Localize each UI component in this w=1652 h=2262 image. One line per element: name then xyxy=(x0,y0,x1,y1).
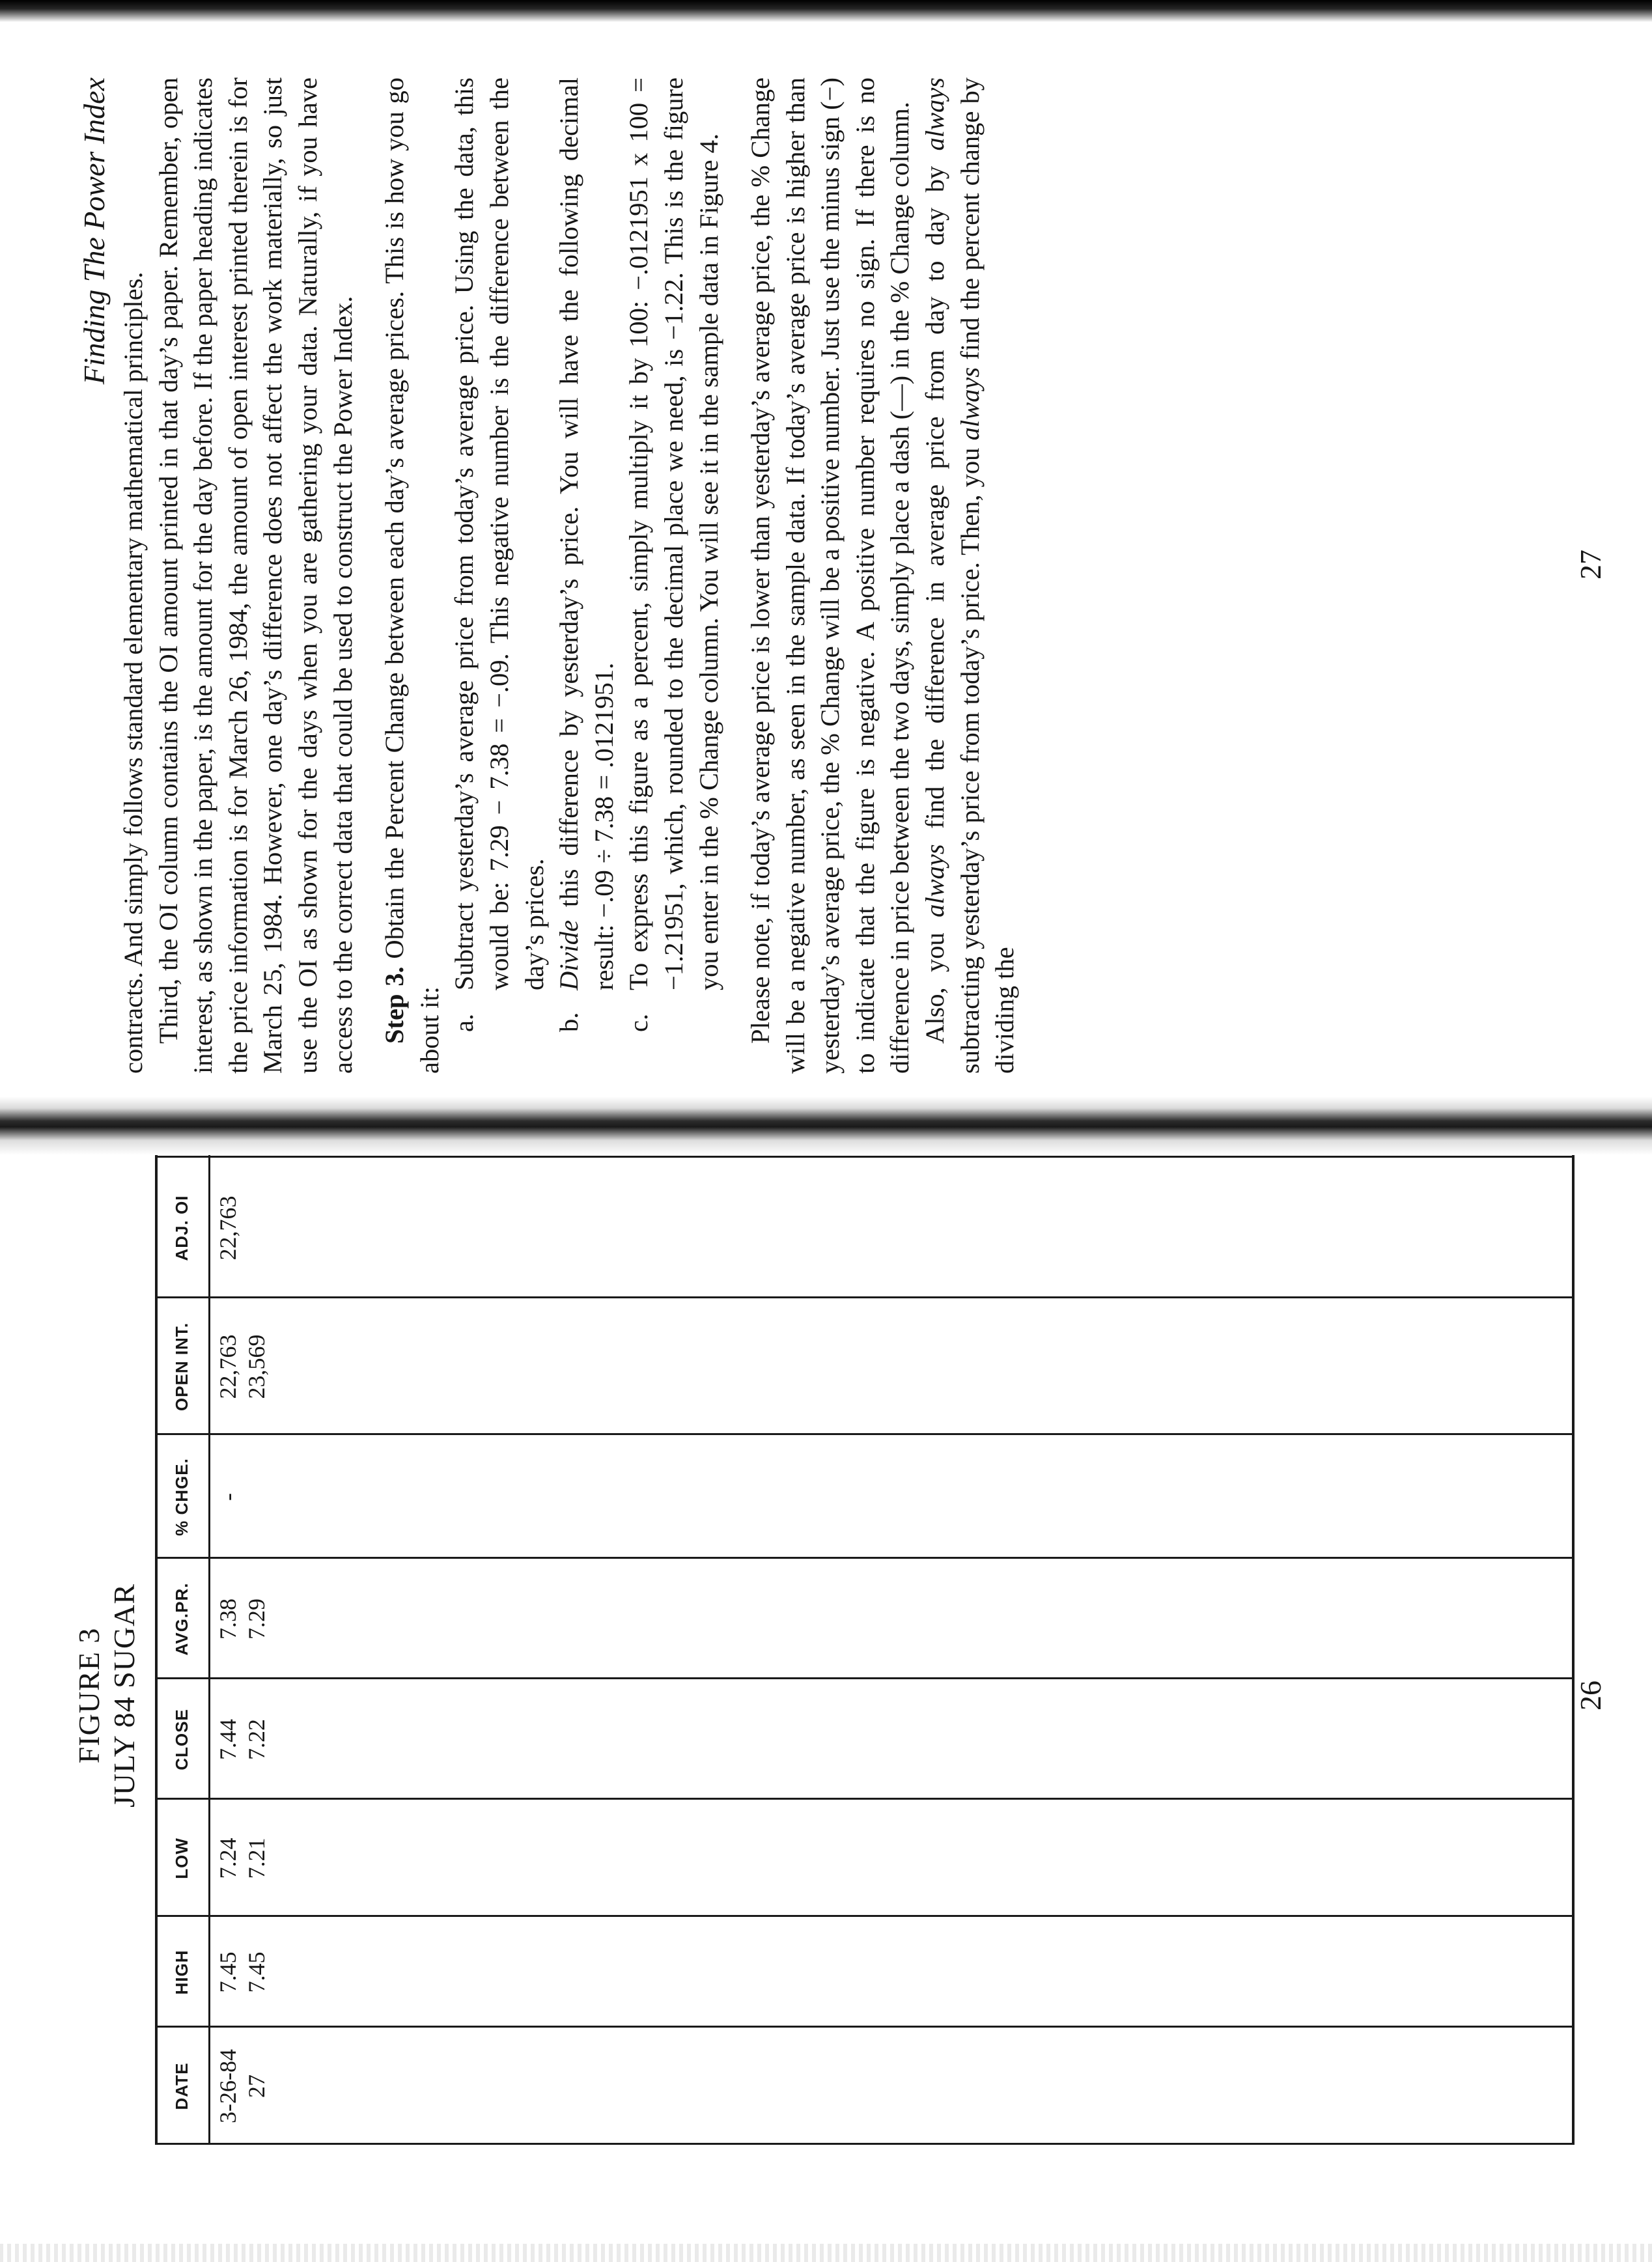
text-run: Also, you xyxy=(920,932,950,1044)
table-cell-avg-price: 7.29 xyxy=(244,1599,270,1640)
running-head: Finding The Power Index xyxy=(77,77,111,385)
paragraph xyxy=(917,77,1022,1074)
paragraph-gap xyxy=(726,77,743,1074)
table-col-rule xyxy=(155,1915,1575,1917)
scan-edge-artifact xyxy=(0,0,1652,22)
text-emphasis: always xyxy=(955,367,985,441)
list-marker: c. xyxy=(624,1013,654,1032)
column-header-high: HIGH xyxy=(171,1949,191,1995)
table-cell-pct-change: - xyxy=(215,1493,241,1501)
figure-title: JULY 84 SUGAR xyxy=(107,1583,141,1808)
column-header-low: LOW xyxy=(171,1837,191,1879)
table-cell-open-interest: 22,763 xyxy=(215,1334,241,1399)
table-cell-open-interest: 23,569 xyxy=(244,1334,270,1399)
paragraph: Please note, if today’s average price is lower than yesterday’s average price, the % Change will be a negative number, as seen in the sample data. If today’s average price is higher than yesterday’s average price, the % Change will be a positive number. Just use the minus sign (−) to indicate that the figure is negative. A positive number requires no sign. If there is no difference in price between the two days, simply place a dash (—) in the % Change column. xyxy=(746,77,915,1074)
step-list xyxy=(447,77,726,1074)
text-run: find the percent change by dividing the xyxy=(955,77,1020,1074)
table-cell-date: 27 xyxy=(244,2074,270,2098)
table-cell-close: 7.22 xyxy=(244,1719,270,1760)
table-col-rule xyxy=(155,2026,1575,2028)
table-col-rule xyxy=(155,1557,1575,1559)
column-header-avg-price: AVG.PR. xyxy=(171,1582,191,1656)
list-item-text: this difference by yesterday’s price. You will have the following decimal result: −.09 ÷ 7.38 = .0121951. xyxy=(554,77,619,990)
paragraph: Third, the OI column contains the OI amount printed in that day’s paper. Remember, open interest, as shown in the paper, is the amount for the day before. If the paper heading indicates the price information is for March 26, 1984, the amount of open interest printed therein is for March 25, 1984. However, one day’s difference does not affect the work materially, so just use the OI as shown for the days when you are gathering your data. Naturally, if you have access to the correct data that could be used to construct the Power Index. xyxy=(153,77,357,1074)
step-text: Obtain the Percent Change between each day’s average prices. This is how you go about it: xyxy=(380,77,444,1074)
table-cell-high: 7.45 xyxy=(215,1951,241,1993)
table-cell-high: 7.45 xyxy=(244,1951,270,1993)
paragraph: contracts. And simply follows standard elementary mathematical principles. xyxy=(119,272,148,1074)
list-marker: b. xyxy=(554,1012,584,1032)
list-item-text: Subtract yesterday’s average price from today’s average price. Using the data, this would be: 7.29 − 7.38 = −.09. This negative number is the difference between the day’s prices. xyxy=(449,77,549,990)
list-item-text: To express this figure as a percent, simply multiply it by 100: −.0121951 x 100 = −1.21951, which, rounded to the decimal place we need, is −1.22. This is the figure you enter in the % Change column. You will see it in the sample data in Figure 4. xyxy=(624,77,723,990)
table-cell-low: 7.24 xyxy=(215,1837,241,1879)
text-run: find the difference in average price from day to day by xyxy=(920,165,950,829)
column-header-date: DATE xyxy=(171,2062,191,2110)
list-item xyxy=(621,77,726,1074)
left-page xyxy=(0,1129,1652,2262)
table-col-rule xyxy=(155,1156,1575,1158)
list-marker: a. xyxy=(449,1013,479,1032)
column-header-open-interest: OPEN INT. xyxy=(171,1322,191,1412)
page-number-right: 27 xyxy=(1574,550,1607,579)
list-item xyxy=(447,77,552,1074)
list-item-emphasis: Divide xyxy=(554,920,584,990)
step-paragraph xyxy=(377,77,447,1074)
step-label: Step 3. xyxy=(380,966,410,1044)
table-col-rule xyxy=(155,1296,1575,1298)
right-page xyxy=(0,0,1652,1129)
table-rule-header xyxy=(208,1155,210,2145)
table-cell-adj-oi: 22,763 xyxy=(215,1195,241,1261)
figure-caption xyxy=(72,1129,142,2262)
table-col-rule xyxy=(155,1677,1575,1679)
column-header-close: CLOSE xyxy=(171,1709,191,1770)
table-col-rule xyxy=(155,1798,1575,1800)
table-cell-close: 7.44 xyxy=(215,1719,241,1760)
text-run: subtracting yesterday’s price from today’s price. Then, you xyxy=(955,447,985,1074)
body-text xyxy=(116,77,1022,1074)
table-cell-avg-price: 7.38 xyxy=(215,1599,241,1640)
figure-table xyxy=(155,1155,1575,2145)
text-emphasis: always xyxy=(920,844,950,917)
table-col-rule xyxy=(155,2143,1575,2145)
list-item xyxy=(552,77,621,1074)
column-header-adj-oi: ADJ. OI xyxy=(171,1195,191,1261)
figure-number: FIGURE 3 xyxy=(72,1627,105,1764)
table-col-rule xyxy=(155,1433,1575,1435)
table-cell-date: 3-26-84 xyxy=(215,2049,241,2123)
table-cell-low: 7.21 xyxy=(244,1837,270,1879)
page-number-left: 26 xyxy=(1574,1681,1607,1710)
column-header-pct-change: % CHGE. xyxy=(171,1458,191,1536)
text-emphasis: always xyxy=(920,77,950,151)
